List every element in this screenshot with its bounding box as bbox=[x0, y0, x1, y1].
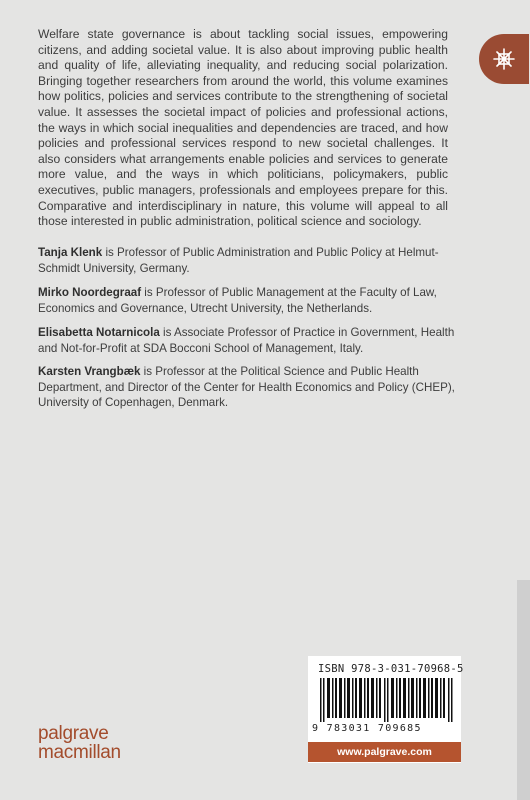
palgrave-logo-badge bbox=[479, 34, 529, 84]
author-bio bbox=[38, 285, 458, 316]
author-bio bbox=[38, 325, 458, 356]
author-name: Karsten Vrangbæk bbox=[38, 365, 141, 378]
book-description: Welfare state governance is about tackling social issues, empowering citizens, and adding societal value. It is also about improving public health and quality of life, alleviating inequality, and reducing social polarization. Bringing together researchers from around the world, this volume examines how politics, policies and services contribute to the strengthening of societal value. It assesses the societal impact of policies and professional actions, the ways in which social inequalities and dependencies are traced, and how policies and professional services respond to new societal challenges. It also considers what arrangements enable policies and services to generate more value, and the ways in which politicians, policymakers, public executives, public managers, professionals and employees prepare for this. Comparative and interdisciplinary in nature, this volume will appeal to all those interested in public administration, political science and sociology. bbox=[38, 27, 448, 229]
author-name: Tanja Klenk bbox=[38, 246, 103, 259]
isbn-label: ISBN 978-3-031-70968-5 bbox=[318, 663, 464, 675]
author-bio-text: is Professor at the Political Science and Public Health Department, and Director of the Center for Health Economics and Policy (CHEP), University of Copenhagen, Denmark. bbox=[38, 365, 455, 410]
barcode-icon bbox=[320, 678, 456, 722]
author-bio-text: is Associate Professor of Practice in Government, Health and Not-for-Profit at SDA Bocconi School of Management, Italy. bbox=[38, 326, 455, 355]
publisher-name: palgrave bbox=[38, 723, 109, 744]
publisher-imprint: macmillan bbox=[38, 742, 121, 763]
author-name: Elisabetta Notarnicola bbox=[38, 326, 160, 339]
spine-edge bbox=[517, 580, 530, 800]
publisher-url[interactable]: www.palgrave.com bbox=[308, 742, 461, 762]
author-bio bbox=[38, 364, 458, 411]
author-bio bbox=[38, 245, 458, 276]
barcode-digits: 9 783031 709685 bbox=[312, 723, 422, 734]
author-bio-text: is Professor of Public Administration and Public Policy at Helmut-Schmidt University, Germany. bbox=[38, 246, 439, 275]
author-name: Mirko Noordegraaf bbox=[38, 286, 142, 299]
palgrave-logo-icon bbox=[491, 46, 517, 72]
author-bio-text: is Professor of Public Management at the Faculty of Law, Economics and Governance, Utrecht University, the Netherlands. bbox=[38, 286, 437, 315]
